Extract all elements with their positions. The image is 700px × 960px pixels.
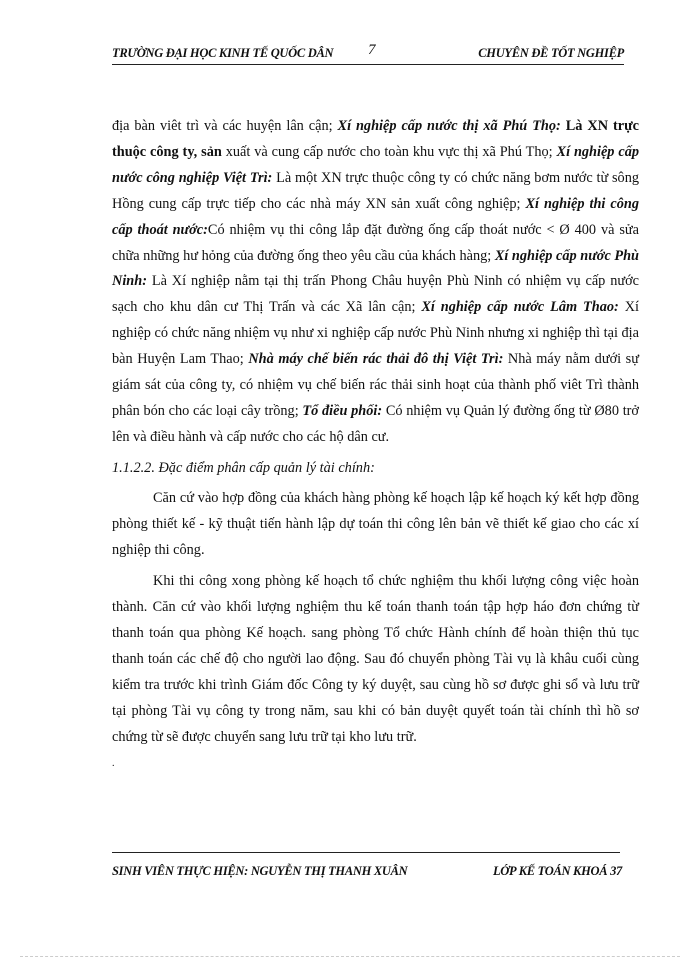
page-break-line: [20, 956, 680, 957]
header-university: TRƯỜNG ĐẠI HỌC KINH TẾ QUỐC DÂN: [112, 46, 334, 60]
page-number: 7: [368, 42, 376, 58]
footer-student: SINH VIÊN THỰC HIỆN: NGUYỄN THỊ THANH XUÂN: [112, 864, 408, 878]
paragraph-settlement: Khi thi công xong phòng kế hoạch tổ chức nghiệm thu khối lượng công việc hoàn thành. Căn cứ vào khối lượng nghiệm thu kế toán thanh toán tập hợp háo đơn chứng từ thanh toán qua phòng Kế hoạch. sang phòng Tổ chức Hành chính để hoàn thiện thủ tục thanh toán các chế độ cho người lao động. Sau đó chuyển phòng Tài vụ là khâu cuối cùng kiểm tra trước khi trình Giám đốc Công ty ký duyệt, sau cùng hồ sơ được ghi sổ và lưu trữ tại phòng Tài vụ công ty trong năm, sau khi có bản duyệt quyết toán tài chính thì hồ sơ chứng từ sẽ được chuyển sang lưu trữ tại kho lưu trữ.: [112, 573, 639, 745]
page-footer: [112, 852, 620, 888]
document-body: [112, 114, 639, 771]
trailing-mark: .: [112, 757, 115, 769]
paragraph-contract: Căn cứ vào hợp đồng của khách hàng phòng kế hoạch lập kế hoạch ký kết hợp đồng phòng thiết kế - kỹ thuật tiến hành lập dự toán thi công lên bản vẽ thiết kế giao cho các xí nghiệp thi công.: [112, 489, 639, 558]
header-report-type: CHUYÊN ĐỀ TỐT NGHIỆP: [478, 46, 624, 60]
section-subheading: 1.1.2.2. Đặc điểm phân cấp quản lý tài chính:: [112, 459, 375, 476]
page-header: [112, 42, 624, 65]
footer-class: LỚP KẾ TOÁN KHOÁ 37: [492, 864, 622, 878]
paragraph-units: địa bàn viêt trì và các huyện lân cận; Xí nghiệp cấp nước thị xã Phú Thọ: Là XN trực thuộc công ty, sản xuất và cung cấp nước cho toàn khu vực thị xã Phú Thọ; Xí nghiệp cấp nước công nghiệp Việt Trì: Là một XN trực thuộc công ty có chức năng bơm nước từ sông Hồng cung cấp trực tiếp cho các nhà máy XN sản xuất công nghiệp; Xí nghiệp thi công cấp thoát nước:Có nhiệm vụ thi công lắp đặt đường ống cấp thoát nước < Ø 400 và sửa chữa những hư hỏng của đường ống theo yêu cầu của khách hàng; Xí nghiệp cấp nước Phù Ninh: Là Xí nghiệp nằm tại thị trấn Phong Châu huyện Phù Ninh có nhiệm vụ cấp nước sạch cho khu dân cư Thị Trấn và các Xã lân cận; Xí nghiệp cấp nước Lâm Thao: Xí nghiệp có chức năng nhiệm vụ như xi nghiệp cấp nước Phù Ninh nhưng xi nghiệp thì tại địa bàn Huyện Lam Thao; Nhà máy chế biến rác thải đô thị Việt Trì: Nhà máy nằm dưới sự giám sát của công ty, có nhiệm vụ chế biến rác thải sinh hoạt của thành phố viêt Trì thành phân bón cho các loại cây trồng; Tổ điều phối: Có nhiệm vụ Quản lý đường ống từ Ø80 trở lên và điều hành và cấp nước cho các hộ dân cư.: [112, 118, 640, 445]
